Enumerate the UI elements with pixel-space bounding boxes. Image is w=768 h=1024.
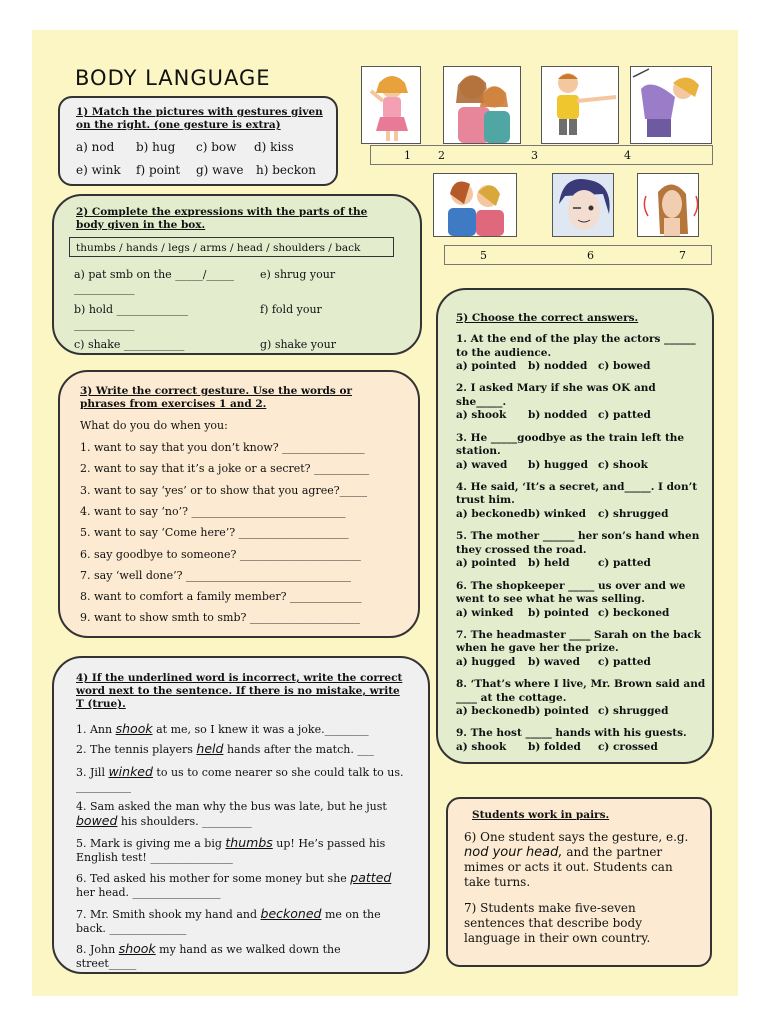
question-text: they crossed the road. xyxy=(456,543,587,556)
answer-option[interactable]: b) pointed xyxy=(528,606,589,619)
sentence-text: 6. Ted asked his mother for some money but she xyxy=(76,872,351,885)
question-text: she_____. xyxy=(456,395,507,408)
exercise-3-instruction: 3) Write the correct gesture. Use the words or phrases from exercises 1 and 2. xyxy=(80,385,353,410)
sentence-text: at me, so I knew it was a joke.________ xyxy=(152,723,369,736)
head-shake-illustration xyxy=(638,174,699,237)
question-text: station. xyxy=(456,445,501,458)
answer-option[interactable]: a) beckoned xyxy=(456,507,528,520)
underlined-word: shook xyxy=(115,721,153,736)
exercise-3-lead: What do you do when you: xyxy=(80,419,228,432)
sentence-text: 2. The tennis players xyxy=(76,743,197,756)
sentence-text: me on the xyxy=(321,908,381,921)
picture-7 xyxy=(637,173,699,237)
exercise-5-question xyxy=(456,580,706,621)
sentence-text: 1. Ann xyxy=(76,723,116,736)
gesture-option: a) nod xyxy=(76,140,115,154)
sentence-text: to us to come nearer so she could talk to us. xyxy=(152,766,404,779)
gesture-option: b) hug xyxy=(136,140,176,154)
girl-illustration xyxy=(362,67,421,144)
answer-option[interactable]: a) winked xyxy=(456,606,514,619)
exercise-5-question xyxy=(456,432,706,473)
answer-option[interactable]: b) folded xyxy=(528,740,581,753)
underlined-word: held xyxy=(196,741,224,756)
exercise-5-question xyxy=(456,481,706,522)
answer-option[interactable]: a) pointed xyxy=(456,360,517,372)
pairs-task-6 xyxy=(464,830,708,890)
answer-option[interactable]: c) shrugged xyxy=(598,705,669,718)
answer-option[interactable]: b) waved xyxy=(528,655,580,668)
pairs-task-6-text: 6) One student says the gesture, e.g. xyxy=(464,830,689,844)
exercise-3-item: 1. want to say that you don’t know? _______________ xyxy=(80,441,365,454)
answer-option[interactable]: b) nodded xyxy=(528,360,588,372)
gesture-option: e) wink xyxy=(76,163,121,177)
picture-2 xyxy=(443,66,521,144)
expression-blank: ___________ xyxy=(74,318,135,331)
pairs-task-6-text: and the partner xyxy=(562,845,663,859)
underlined-word: bowed xyxy=(76,813,118,828)
expression-e: e) shrug your xyxy=(260,268,336,281)
sentence-text: hands after the match. ___ xyxy=(223,743,374,756)
picture-number: 2 xyxy=(438,149,445,162)
exercise-5-question xyxy=(456,333,706,374)
gesture-option: c) bow xyxy=(196,140,237,154)
picture-1 xyxy=(361,66,421,144)
exercise-5-instruction: 5) Choose the correct answers. xyxy=(456,312,639,324)
answer-option[interactable]: c) patted xyxy=(598,655,651,668)
people-kissing-illustration xyxy=(434,174,517,237)
picture-number: 4 xyxy=(624,149,631,162)
sentence-text: 8. John xyxy=(76,943,119,956)
expression-f: f) fold your xyxy=(260,303,322,316)
answer-option[interactable]: b) held xyxy=(528,557,570,570)
expression-a: a) pat smb on the _____/_____ xyxy=(74,268,234,281)
hugging-people-illustration xyxy=(444,67,521,144)
underlined-word: patted xyxy=(350,870,392,885)
exercise-1-instruction: 1) Match the pictures with gestures given on the right. (one gesture is extra) xyxy=(76,106,323,131)
answer-option[interactable]: c) patted xyxy=(598,557,651,570)
picture-5 xyxy=(433,173,517,237)
sentence-text: my hand as we walked down the xyxy=(155,943,341,956)
exercise-3-item: 6. say goodbye to someone? ______________________ xyxy=(80,547,361,561)
page-title: BODY LANGUAGE xyxy=(75,66,271,90)
answer-option[interactable]: c) bowed xyxy=(598,360,651,372)
answer-option[interactable]: b) winked xyxy=(528,507,586,520)
sentence-text: 3. Jill xyxy=(76,766,109,779)
answer-option[interactable]: a) beckoned xyxy=(456,705,528,718)
sentence-text: back. ______________ xyxy=(76,922,187,935)
pairs-task-7-text: sentences that describe body xyxy=(464,916,642,930)
question-text: to the audience. xyxy=(456,346,552,359)
exercise-2-box xyxy=(52,194,422,355)
winking-face-illustration xyxy=(553,174,614,237)
answer-option[interactable]: a) pointed xyxy=(456,557,517,570)
picture-4 xyxy=(630,66,712,144)
picture-number: 7 xyxy=(679,249,686,262)
exercise-5-question xyxy=(456,629,706,670)
answer-option[interactable]: b) hugged xyxy=(528,458,588,471)
exercise-5-question xyxy=(456,678,706,719)
sentence-text: street_____ xyxy=(76,957,137,970)
answer-option[interactable]: c) patted xyxy=(598,409,651,422)
answer-option[interactable]: a) hugged xyxy=(456,655,516,668)
exercise-3-item: 2. want to say that it’s a joke or a secret? __________ xyxy=(80,462,370,476)
picture-number: 5 xyxy=(480,249,487,262)
pairs-box xyxy=(446,797,712,967)
question-text: when he gave her the prize. xyxy=(456,642,619,655)
exercise-4-item xyxy=(76,907,416,936)
picture-3 xyxy=(541,66,619,144)
exercise-3-item: 3. want to say ‘yes’ or to show that you agree?_____ xyxy=(80,483,368,497)
answer-option[interactable]: b) pointed xyxy=(528,705,589,718)
exercise-4-item xyxy=(76,836,416,865)
pairs-task-6-example: nod your head, xyxy=(464,845,563,860)
question-text: 3. He _____goodbye as the train left the xyxy=(456,431,685,444)
exercise-5-box xyxy=(436,288,714,764)
pairs-task-7-text: 7) Students make five-seven xyxy=(464,901,636,915)
expression-g: g) shake your xyxy=(260,338,336,351)
exercise-4-item xyxy=(76,800,416,829)
answer-option[interactable]: c) beckoned xyxy=(598,606,670,619)
exercise-3-item: 8. want to comfort a family member? _____________ xyxy=(80,590,362,604)
expression-c: c) shake ___________ xyxy=(74,338,185,351)
gesture-option: d) kiss xyxy=(254,140,294,154)
answer-option[interactable]: c) crossed xyxy=(598,740,658,753)
sentence-text: 4. Sam asked the man why the bus was late, but he just xyxy=(76,800,387,813)
expression-blank: ___________ xyxy=(74,282,135,295)
question-text: trust him. xyxy=(456,494,515,507)
pairs-task-7-text: language in their own country. xyxy=(464,931,651,945)
gesture-row-1 xyxy=(76,140,294,154)
answer-option[interactable]: a) shook xyxy=(456,409,507,422)
exercise-2-instruction: 2) Complete the expressions with the parts of the body given in the box. xyxy=(76,206,368,231)
pairs-task-7 xyxy=(464,901,708,946)
underlined-word: winked xyxy=(108,764,153,779)
question-text: 4. He said, ‘It’s a secret, and_____. I don’t xyxy=(456,480,698,493)
exercise-4-item xyxy=(76,722,416,737)
exercise-4-item xyxy=(76,765,416,794)
expression-b: b) hold _____________ xyxy=(74,303,189,316)
sentence-text: __________ xyxy=(76,780,131,793)
exercise-5-question xyxy=(456,382,706,423)
answer-option[interactable]: c) shrugged xyxy=(598,507,669,520)
question-text: went to see what he was selling. xyxy=(456,593,645,605)
pairs-heading: Students work in pairs. xyxy=(472,809,610,821)
pairs-task-6-text: take turns. xyxy=(464,875,531,889)
answer-option[interactable]: a) waved xyxy=(456,458,508,471)
picture-number: 6 xyxy=(587,249,594,262)
exercise-3-item: 7. say ‘well done’? ______________________________ xyxy=(80,568,352,582)
question-text: 8. ‘That’s where I live, Mr. Brown said and xyxy=(456,678,706,691)
picture-number: 3 xyxy=(531,149,538,162)
underlined-word: shook xyxy=(118,941,156,956)
woman-bowing-illustration xyxy=(631,67,712,144)
answer-option[interactable]: b) nodded xyxy=(528,409,588,422)
gesture-row-2 xyxy=(76,163,316,177)
sentence-text: his shoulders. _________ xyxy=(117,815,252,828)
exercise-3-box xyxy=(58,370,420,638)
exercise-4-item xyxy=(76,742,416,757)
body-parts-box: thumbs / hands / legs / arms / head / shoulders / back xyxy=(69,237,394,257)
exercise-1-box xyxy=(58,96,338,186)
exercise-5-question xyxy=(456,727,706,754)
answer-option[interactable]: c) shook xyxy=(598,458,648,471)
exercise-4-instruction: 4) If the underlined word is incorrect, write the correct word next to the sentence. If there is no mistake, write T (true). xyxy=(76,672,403,710)
exercise-4-box xyxy=(52,656,430,974)
picture-number: 1 xyxy=(404,149,411,162)
picture-numbers-row-1 xyxy=(370,145,713,165)
gesture-option: g) wave xyxy=(196,163,244,177)
underlined-word: beckoned xyxy=(260,906,322,921)
question-text: 6. The shopkeeper _____ us over and we xyxy=(456,579,686,592)
sentence-text: up! He’s passed his xyxy=(272,837,386,850)
answer-option[interactable]: a) shook xyxy=(456,740,507,753)
exercise-3-item: 9. want to show smth to smb? ____________________ xyxy=(80,611,360,625)
picture-numbers-row-2 xyxy=(444,245,712,265)
exercise-5-question xyxy=(456,530,706,571)
exercise-3-item: 4. want to say ‘no’? ____________________________ xyxy=(80,504,346,518)
sentence-text: her head. ________________ xyxy=(76,886,221,899)
question-text: 5. The mother ______ her son’s hand when xyxy=(456,530,700,543)
question-text: 7. The headmaster ____ Sarah on the back xyxy=(456,628,701,641)
sentence-text: English test! _______________ xyxy=(76,851,233,864)
exercise-3-item: 5. want to say ‘Come here’? ____________________ xyxy=(80,526,349,540)
underlined-word: thumbs xyxy=(225,835,273,850)
sentence-text: 5. Mark is giving me a big xyxy=(76,837,226,850)
sentence-text: 7. Mr. Smith shook my hand and xyxy=(76,908,261,921)
exercise-4-item xyxy=(76,871,416,900)
question-text: 9. The host _____ hands with his guests. xyxy=(456,727,687,740)
question-text: ____ at the cottage. xyxy=(456,691,567,704)
question-text: 1. At the end of the play the actors ______ xyxy=(456,333,696,345)
exercise-4-item xyxy=(76,942,416,971)
picture-6 xyxy=(552,173,614,237)
pairs-task-6-text: mimes or acts it out. Students can xyxy=(464,860,673,874)
boy-pointing-illustration xyxy=(542,67,619,144)
question-text: 2. I asked Mary if she was OK and xyxy=(456,382,656,395)
gesture-option: h) beckon xyxy=(256,163,316,177)
gesture-option: f) point xyxy=(136,163,181,177)
